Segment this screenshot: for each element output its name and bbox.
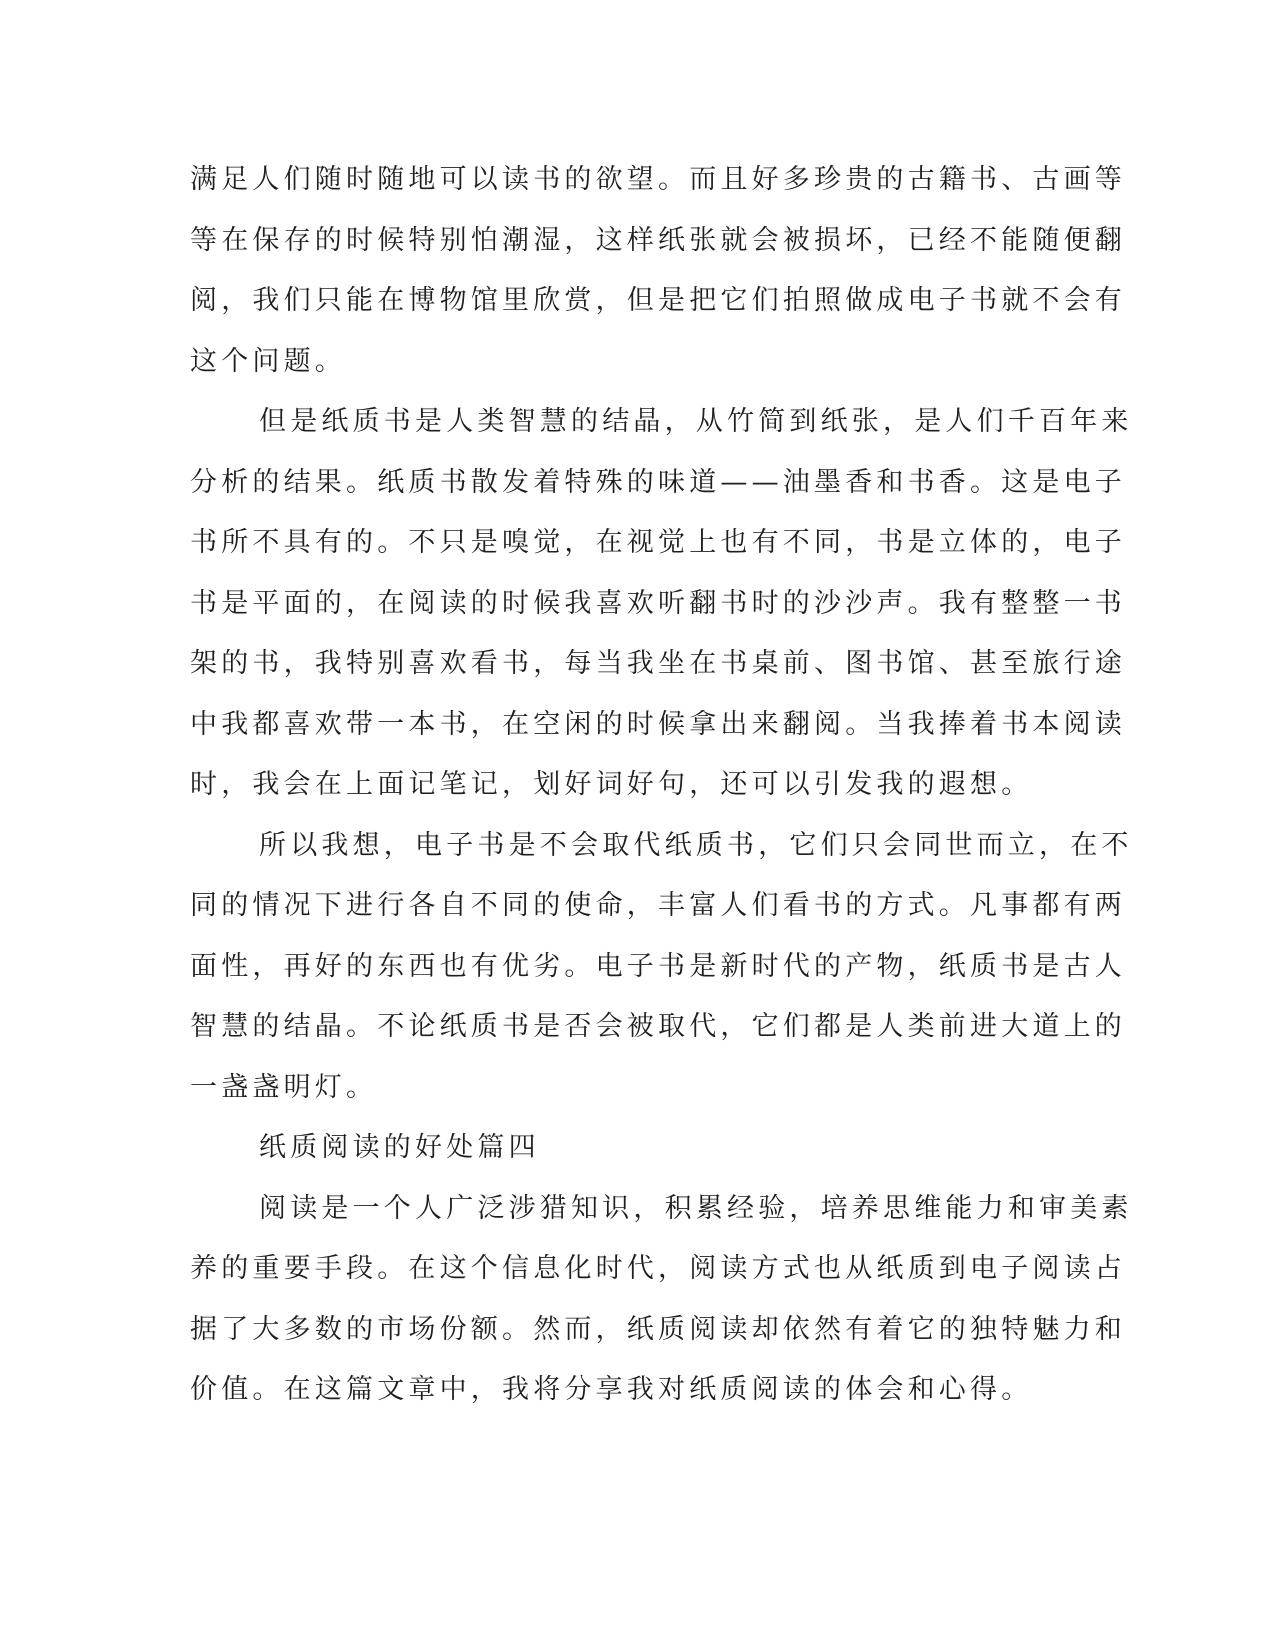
paragraph-1-line-1: 满足人们随时随地可以读书的欲望。而且好多珍贵的古籍书、古画等	[190, 164, 1126, 195]
paragraph-2-line-1: 但是纸质书是人类智慧的结晶，从竹简到纸张，是人们千百年来	[259, 406, 1133, 437]
document-body	[190, 150, 1133, 1421]
paragraph-4-line-2: 养的重要手段。在这个信息化时代，阅读方式也从纸质到电子阅读占	[190, 1253, 1126, 1284]
section-heading-text: 纸质阅读的好处篇四	[259, 1132, 540, 1163]
paragraph-1-line-4: 这个问题。	[190, 345, 346, 377]
paragraph-3-line-2: 同的情况下进行各自不同的使命，丰富人们看书的方式。凡事都有两	[190, 890, 1126, 921]
paragraph-4-line-4: 价值。在这篇文章中，我将分享我对纸质阅读的体会和心得。	[190, 1374, 1033, 1405]
paragraph-4	[190, 1179, 1133, 1421]
paragraph-1-line-2: 等在保存的时候特别怕潮湿，这样纸张就会被损坏，已经不能随便翻	[190, 224, 1126, 256]
paragraph-4-line-3: 据了大多数的市场份额。然而，纸质阅读却依然有着它的独特魅力和	[190, 1313, 1126, 1345]
paragraph-2-line-7: 时，我会在上面记笔记，划好词好句，还可以引发我的遐想。	[190, 769, 1033, 800]
paragraph-3-line-4: 智慧的结晶。不论纸质书是否会被取代，它们都是人类前进大道上的	[190, 1011, 1126, 1042]
paragraph-3-line-5: 一盏盏明灯。	[190, 1071, 378, 1103]
paragraph-1	[190, 150, 1126, 392]
paragraph-3-line-3: 面性，再好的东西也有优劣。电子书是新时代的产物，纸质书是古人	[190, 950, 1126, 982]
paragraph-3-line-1: 所以我想，电子书是不会取代纸质书，它们只会同世而立，在不	[259, 829, 1133, 861]
paragraph-2-line-3: 书所不具有的。不只是嗅觉，在视觉上也有不同，书是立体的，电子	[190, 527, 1126, 558]
paragraph-2-line-6: 中我都喜欢带一本书，在空闲的时候拿出来翻阅。当我捧着书本阅读	[190, 708, 1126, 740]
section-heading	[190, 1118, 1070, 1179]
paragraph-1-line-3: 阅，我们只能在博物馆里欣赏，但是把它们拍照做成电子书就不会有	[190, 285, 1126, 316]
paragraph-3	[190, 816, 1133, 1119]
paragraph-2-line-5: 架的书，我特别喜欢看书，每当我坐在书桌前、图书馆、甚至旅行途	[190, 648, 1126, 679]
paragraph-4-line-1: 阅读是一个人广泛涉猎知识，积累经验，培养思维能力和审美素	[259, 1192, 1133, 1224]
paragraph-2-line-4: 书是平面的，在阅读的时候我喜欢听翻书时的沙沙声。我有整整一书	[190, 587, 1126, 619]
paragraph-2-line-2: 分析的结果。纸质书散发着特殊的味道——油墨香和书香。这是电子	[190, 466, 1126, 498]
paragraph-2	[190, 392, 1133, 816]
